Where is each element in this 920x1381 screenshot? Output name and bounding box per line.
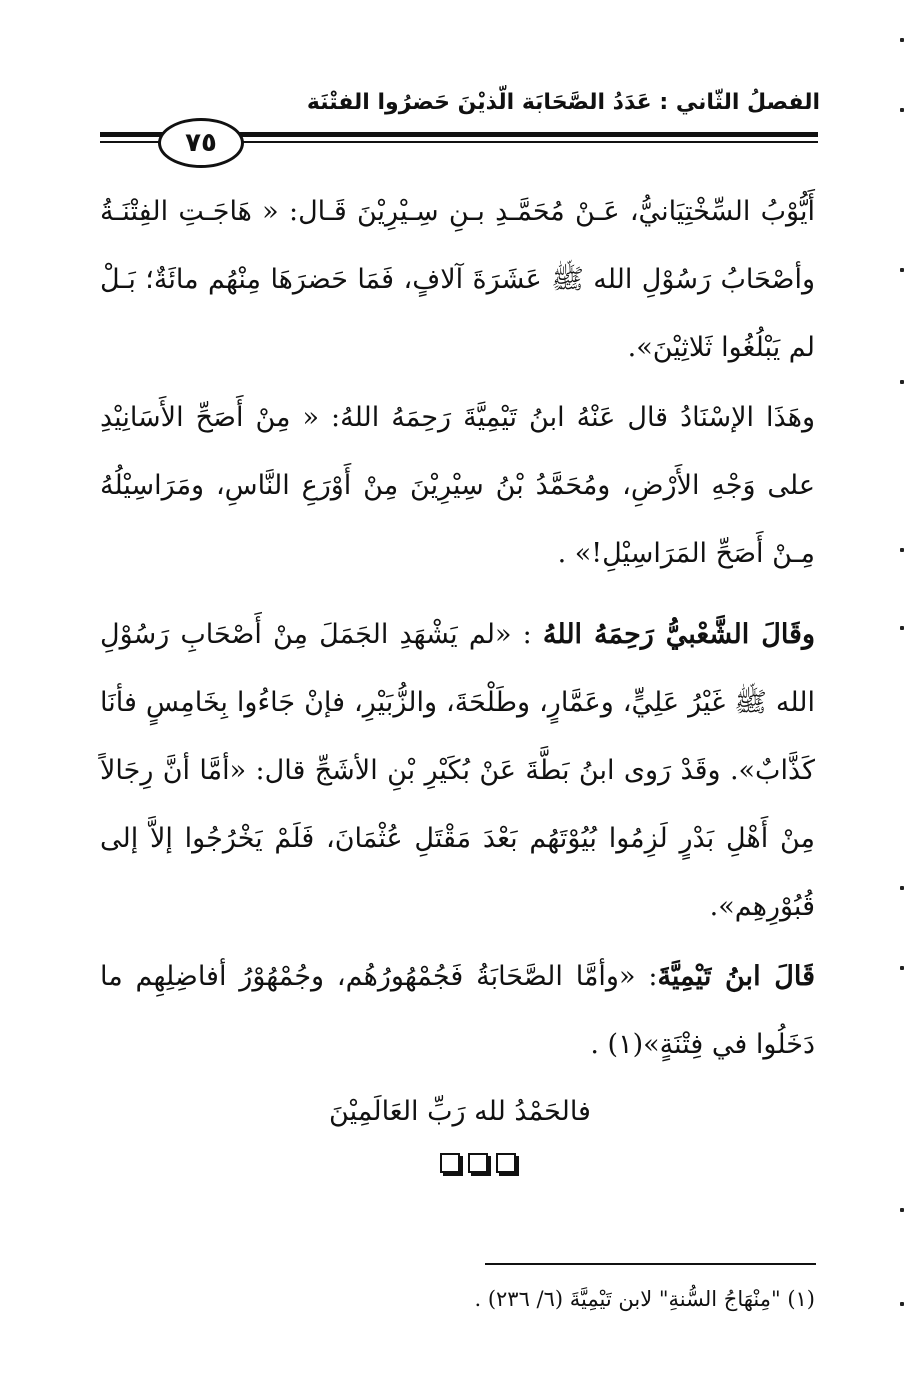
margin-speck bbox=[900, 38, 904, 42]
margin-speck bbox=[900, 626, 904, 630]
paragraph-text: : «وأمَّا الصَّحَابَةُ فَجُمْهُورُهُم، وجُمْهُوْرُ أفاضِلِهِم ما دَخَلُوا في فِتْنَةٍ»(١) . bbox=[100, 961, 815, 1060]
ornament-square bbox=[468, 1153, 488, 1173]
paragraph-4 bbox=[100, 943, 815, 1079]
paragraph-lead: وقَالَ الشَّعْبيُّ رَحِمَهُ اللهُ bbox=[542, 619, 815, 650]
paragraph-lead: قَالَ ابنُ تَيْمِيَّةَ bbox=[657, 961, 815, 992]
margin-speck bbox=[900, 886, 904, 890]
running-head: الفصلُ الثّاني : عَدَدُ الصَّحَابَة الّذيْنَ حَضرُوا الفتْنَة bbox=[306, 90, 820, 115]
ornament-square bbox=[440, 1153, 460, 1173]
footnote: (١) "مِنْهَاجُ السُّنةِ" لابن تَيْمِيَّةَ (٦/ ٢٣٦) . bbox=[474, 1287, 815, 1311]
paragraph-2 bbox=[100, 384, 815, 588]
margin-speck bbox=[900, 380, 904, 384]
page-number: ٧٥ bbox=[158, 118, 244, 168]
margin-speck bbox=[900, 966, 904, 970]
paragraph-1 bbox=[100, 178, 815, 382]
paragraph-text: وهَذَا الإسْنَادُ قال عَنْهُ ابنُ تَيْمِيَّةَ رَحِمَهُ اللهُ: « مِنْ أَصَحِّ الأَسَانِيْدِ على وَجْهِ الأَرْضِ، ومُحَمَّدُ بْنُ سِيْرِيْنَ مِنْ أَوْرَعِ النَّاسِ، ومَرَاسِيْلُهُ مِـنْ أَصَحِّ المَرَاسِيْلِ!» . bbox=[100, 402, 815, 569]
paragraph-text: : «لم يَشْهَدِ الجَمَلَ مِنْ أَصْحَابِ رَسُوْلِ الله ﷺ غَيْرُ عَلِيٍّ، وعَمَّارٍ، وطَلْحَةَ، والزُّبَيْرِ، فإنْ جَاءُوا بِخَامِسٍ فأنَا كَذَّابٌ». وقَدْ رَوى ابنُ بَطَّةَ عَنْ بُكَيْرِ بْنِ الأشَجِّ قال: «أمَّا أنَّ رِجَالاً مِنْ أَهْلِ بَدْرٍ لَزِمُوا بُيُوْتَهُم بَعْدَ مَقْتَلِ عُثْمَانَ، فَلَمْ يَخْرُجُوا إلاَّ إلى قُبُوْرِهِم». bbox=[100, 619, 815, 922]
margin-speck bbox=[900, 548, 904, 552]
paragraph-text: أَيُّوْبُ السِّخْتِيَانيُّ، عَـنْ مُحَمَّـدِ بـنِ سِـيْرِيْنَ قَـال: « هَاجَـتِ الفِتْنَـةُ وأصْحَابُ رَسُوْلِ الله ﷺ عَشَرَةَ آلافٍ، فَمَا حَضرَهَا مِنْهُم مائَةٌ؛ بَـلْ لم يَبْلُغُوا ثَلاثِيْنَ». bbox=[100, 196, 815, 363]
margin-speck bbox=[900, 1208, 904, 1212]
ornament-square bbox=[496, 1153, 516, 1173]
footnote-separator bbox=[485, 1263, 816, 1265]
closing-doxology: فالحَمْدُ لله رَبِّ العَالَمِيْنَ bbox=[329, 1096, 591, 1127]
section-end-ornament bbox=[428, 1153, 528, 1179]
margin-speck bbox=[900, 1302, 904, 1306]
paragraph-3 bbox=[100, 601, 815, 941]
margin-speck bbox=[900, 268, 904, 272]
margin-speck bbox=[900, 108, 904, 112]
